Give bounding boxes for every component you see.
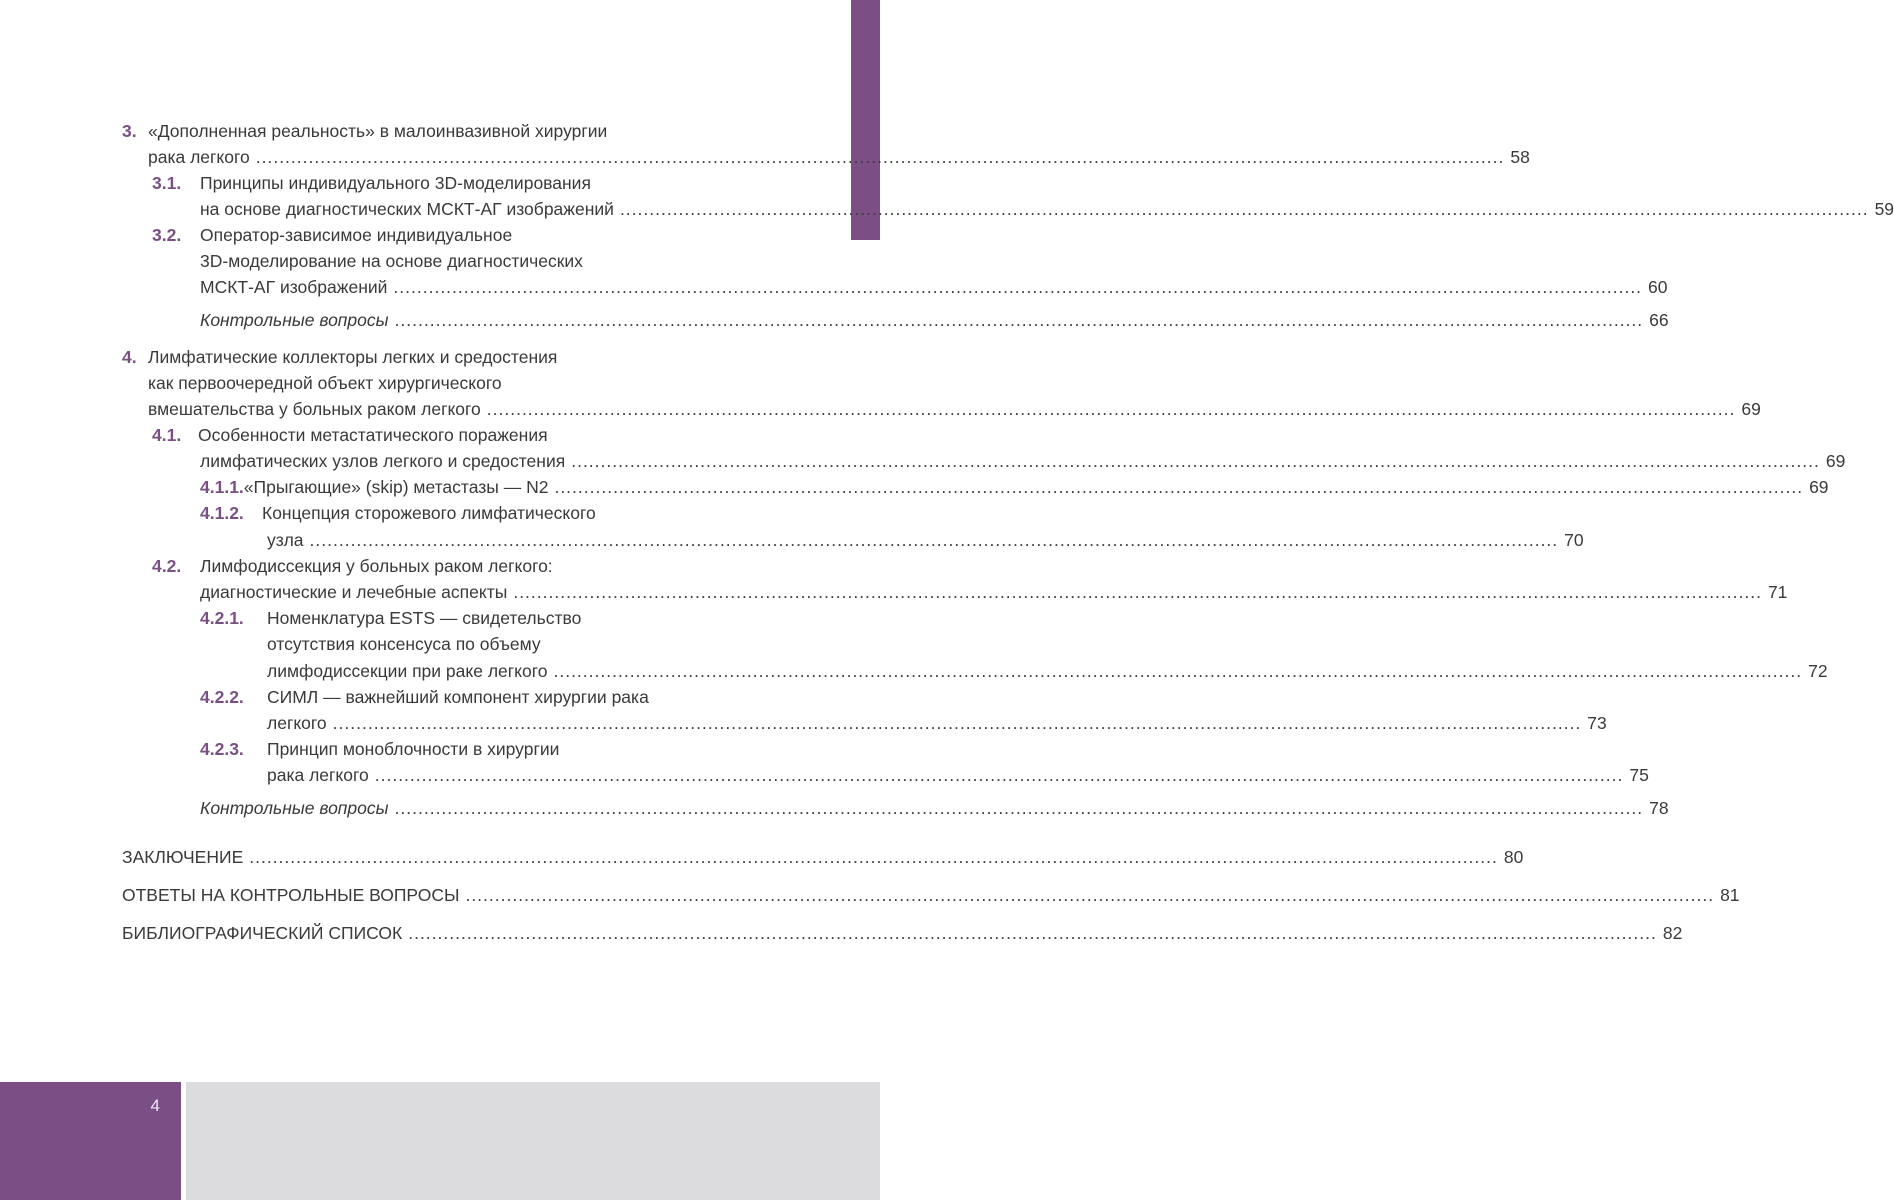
toc-page-number: 71	[1767, 582, 1788, 602]
toc-entry-conclusion[interactable]	[122, 844, 1524, 870]
toc-title-line: узла	[267, 530, 304, 550]
toc-entry-3[interactable]	[122, 118, 752, 144]
toc-page-number: 82	[1662, 923, 1683, 943]
toc-number: 3.	[122, 121, 137, 141]
toc-entry-3-2-cont[interactable]	[200, 274, 1668, 300]
toc-entry-questions-4[interactable]	[200, 795, 1669, 821]
toc-title-line: «Дополненная реальность» в малоинвазивной хирургии	[148, 121, 608, 141]
toc-title-line: Особенности метастатического поражения	[198, 425, 548, 445]
dot-leader	[553, 658, 1802, 684]
toc-title-line: Контрольные вопросы	[200, 798, 389, 818]
dot-leader	[571, 448, 1820, 474]
dot-leader	[375, 762, 1624, 788]
toc-entry-3-2[interactable]	[152, 222, 752, 248]
dot-leader	[465, 882, 1714, 908]
toc-page-number: 69	[1741, 399, 1761, 419]
toc-entry-4-2[interactable]	[152, 553, 752, 579]
toc-page-number: 69	[1809, 477, 1829, 497]
toc-entry-4-1-cont[interactable]	[200, 448, 1846, 474]
toc-title-line: рака легкого	[267, 765, 369, 785]
toc-title-line: ЗАКЛЮЧЕНИЕ	[122, 847, 244, 867]
toc-title-line: СИМЛ — важнейший компонент хирургии рака	[267, 687, 649, 707]
toc-entry-4[interactable]	[122, 344, 752, 370]
toc-number: 4.1.2.	[200, 503, 244, 523]
toc-entry-4-1-1[interactable]	[200, 474, 1829, 500]
toc-page-number: 75	[1629, 765, 1649, 785]
toc-page-number: 66	[1649, 310, 1669, 330]
toc-page-number: 80	[1503, 847, 1524, 867]
toc-title-line: Концепция сторожевого лимфатического	[262, 503, 596, 523]
dot-leader	[393, 274, 1642, 300]
toc-title-line: БИБЛИОГРАФИЧЕСКИЙ СПИСОК	[122, 923, 403, 943]
toc-title-line: Номенклатура ESTS — свидетельство	[267, 608, 582, 628]
toc-entry-4-1[interactable]	[152, 422, 752, 448]
toc-entry-4-2-2-cont[interactable]	[267, 710, 1607, 736]
toc-entry-4-2-cont[interactable]	[200, 579, 1788, 605]
dot-leader	[408, 920, 1657, 946]
footer-gray-block	[186, 1082, 880, 1200]
toc-number: 3.2.	[152, 225, 182, 245]
toc-title-line: Принципы индивидуального 3D-моделирования	[200, 173, 591, 193]
toc-entry-4-cont[interactable]	[148, 396, 1761, 422]
toc-entry-questions-3[interactable]	[200, 307, 1669, 333]
dot-leader	[395, 795, 1644, 821]
dot-leader	[554, 474, 1803, 500]
toc-number: 4.1.1.	[200, 477, 244, 497]
toc-title-line: рака легкого	[148, 147, 250, 167]
toc-page-number: 59	[1874, 199, 1894, 219]
dot-leader	[249, 844, 1498, 870]
toc-entry-4-2-3-cont[interactable]	[267, 762, 1649, 788]
toc-entry-3-cont[interactable]	[148, 144, 1530, 170]
toc-title-line: легкого	[267, 713, 327, 733]
toc-title-line: ОТВЕТЫ НА КОНТРОЛЬНЫЕ ВОПРОСЫ	[122, 885, 460, 905]
toc-page-number: 60	[1648, 277, 1668, 297]
toc-number: 4.2.3.	[200, 739, 244, 759]
toc-title-line: на основе диагностических МСКТ-АГ изображений	[200, 199, 614, 219]
toc-number: 4.2.	[152, 556, 182, 576]
toc-title-line: как первоочередной объект хирургического	[148, 373, 502, 393]
toc-entry-4-2-1-cont[interactable]	[267, 658, 1828, 684]
toc-entry-4-cont[interactable]	[148, 370, 752, 396]
toc-page-number: 78	[1649, 798, 1669, 818]
dot-leader	[487, 396, 1736, 422]
toc-entry-4-2-1-cont[interactable]	[267, 631, 752, 657]
toc-title-line: МСКТ-АГ изображений	[200, 277, 388, 297]
toc-title-line: лимфодиссекции при раке легкого	[267, 661, 548, 681]
toc-title-line: Контрольные вопросы	[200, 310, 389, 330]
toc-page-number: 69	[1825, 451, 1846, 471]
toc-title-line: Принцип моноблочности в хирургии	[267, 739, 560, 759]
toc-title-line: Лимфодиссекция у больных раком легкого:	[200, 556, 553, 576]
toc-entry-3-2-cont[interactable]	[200, 248, 752, 274]
page-number: 4	[150, 1096, 160, 1115]
toc-page-number: 81	[1720, 885, 1740, 905]
toc-title-line: Оператор-зависимое индивидуальное	[200, 225, 513, 245]
toc-number: 4.2.1.	[200, 608, 244, 628]
toc-title-line: диагностические и лечебные аспекты	[200, 582, 508, 602]
toc-entry-answers[interactable]	[122, 882, 1740, 908]
toc-number: 4.2.2.	[200, 687, 244, 707]
toc-entry-3-1[interactable]	[152, 170, 752, 196]
toc-page-number: 72	[1808, 661, 1828, 681]
toc-title-line: вмешательства у больных раком легкого	[148, 399, 481, 419]
dot-leader	[620, 196, 1869, 222]
toc-title-line: Лимфатические коллекторы легких и средостения	[148, 347, 558, 367]
dot-leader	[513, 579, 1762, 605]
dot-leader	[310, 527, 1559, 553]
toc-number: 4.1.	[152, 425, 182, 445]
toc-page-number: 70	[1564, 530, 1584, 550]
toc-number: 3.1.	[152, 173, 182, 193]
toc-entry-4-2-3[interactable]	[200, 736, 752, 762]
toc-title-line: лимфатических узлов легкого и средостения	[200, 451, 566, 471]
dot-leader	[256, 144, 1505, 170]
toc-page-number: 58	[1510, 147, 1530, 167]
dot-leader	[395, 307, 1644, 333]
toc-title-line: «Прыгающие» (skip) метастазы — N2	[243, 477, 549, 497]
toc-number: 4.	[122, 347, 137, 367]
toc-entry-4-2-1[interactable]	[200, 605, 752, 631]
toc-entry-bibliography[interactable]	[122, 920, 1683, 946]
toc-entry-4-1-2-cont[interactable]	[267, 527, 1584, 553]
toc-entry-4-2-2[interactable]	[200, 684, 752, 710]
toc-entry-3-1-cont[interactable]	[200, 196, 1894, 222]
toc-page-number: 73	[1587, 713, 1607, 733]
toc-entry-4-1-2[interactable]	[200, 500, 752, 526]
toc-title-line: 3D-моделирование на основе диагностических	[200, 251, 583, 271]
dot-leader	[333, 710, 1582, 736]
toc-title-line: отсутствия консенсуса по объему	[267, 634, 541, 654]
